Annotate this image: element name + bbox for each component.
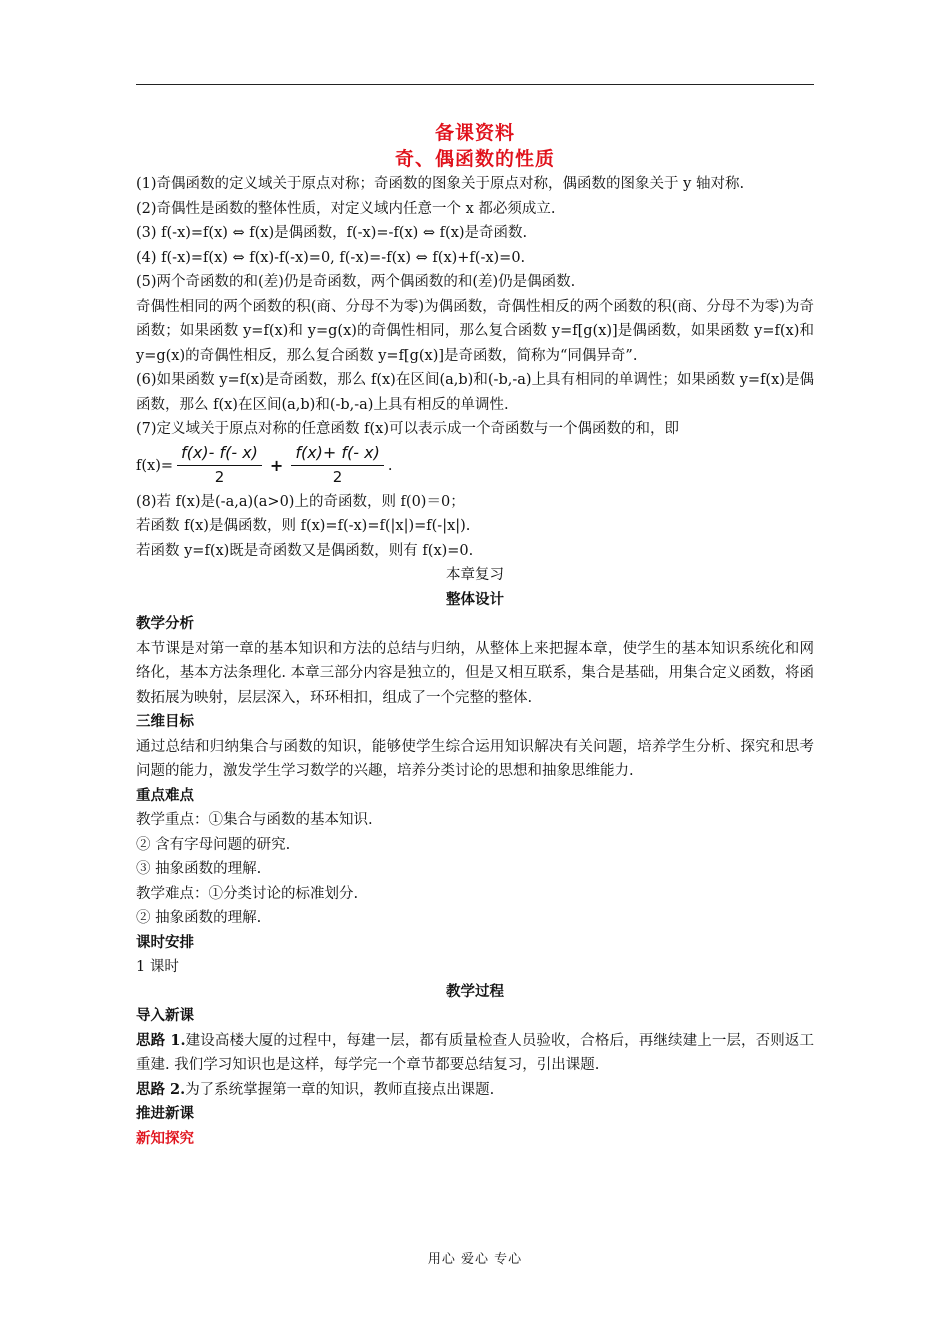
doc-subtitle: 奇、偶函数的性质	[394, 148, 555, 170]
even-part-fraction	[291, 443, 384, 488]
decomposition-formula	[136, 442, 814, 490]
property-6: (6)如果函数 y=f(x)是奇函数，那么 f(x)在区间(a,b)和(-b,-a)上具有相同的单调性；如果函数 y=f(x)是偶函数，那么 f(x)在区间(a,b)和(-b,-a)上具有相反的单调性.	[136, 372, 814, 413]
property-5: (5)两个奇函数的和(差)仍是奇函数，两个偶函数的和(差)仍是偶函数.	[136, 274, 576, 290]
property-4: (4) f(-x)=f(x) ⇔ f(x)-f(-x)=0, f(-x)=-f(x) ⇔ f(x)+f(-x)=0.	[136, 249, 526, 266]
property-8: (8)若 f(x)是(-a,a)(a>0)上的奇函数，则 f(0)＝0；	[136, 493, 465, 510]
idea-1-text: 建设高楼大厦的过程中，每建一层，都有质量检查人员验收，合格后，再继续建上一层，否则返工重建. 我们学习知识也是这样，每学完一个章节都要总结复习，引出课题.	[136, 1032, 815, 1073]
page-footer: 用心 爱心 专心	[427, 1252, 523, 1267]
keys-heading: 重点难点	[136, 786, 194, 804]
process-heading: 教学过程	[446, 982, 504, 1000]
even-part-numerator: f(x)+ f(- x)	[291, 443, 384, 466]
intro-heading: 导入新课	[136, 1007, 194, 1024]
key-point-1: 教学重点：①集合与函数的基本知识.	[136, 812, 373, 828]
advance-heading: 推进新课	[136, 1105, 194, 1122]
key-point-3: ③ 抽象函数的理解.	[136, 861, 262, 877]
property-3: (3) f(-x)=f(x) ⇔ f(x)是偶函数，f(-x)=-f(x) ⇔ f(x)是奇函数.	[136, 225, 528, 241]
idea-2	[136, 1078, 814, 1103]
overall-design-heading: 整体设计	[446, 590, 504, 608]
property-7: (7)定义域关于原点对称的任意函数 f(x)可以表示成一个奇函数与一个偶函数的和，即	[136, 421, 680, 437]
formula-end: .	[387, 457, 393, 474]
schedule-heading: 课时安排	[136, 933, 194, 951]
even-part-denominator: 2	[332, 468, 343, 486]
odd-part-denominator: 2	[214, 468, 225, 486]
goals-text: 通过总结和归纳集合与函数的知识，能够使学生综合运用知识解决有关问题，培养学生分析、探究和思考问题的能力，激发学生学习数学的兴趣，培养分类讨论的思想和抽象思维能力.	[136, 738, 814, 779]
odd-part-numerator: f(x)- f(- x)	[177, 443, 262, 466]
formula-plus: +	[269, 456, 284, 475]
doc-title: 备课资料	[434, 122, 515, 144]
property-5-detail: 奇偶性相同的两个函数的积(商、分母不为零)为偶函数，奇偶性相反的两个函数的积(商、分母不为零)为奇函数；如果函数 y=f(x)和 y=g(x)的奇偶性相同，那么复合函数 y=f[g(x)]是偶函数，如果函数 y=f(x)和 y=g(x)的奇偶性相反，那么复合函数 y=f[g(x)]是奇函数，简称为“同偶异奇”.	[136, 298, 814, 364]
explore-heading: 新知探究	[136, 1129, 194, 1147]
difficulty-1: 教学难点：①分类讨论的标准划分.	[136, 885, 359, 902]
formula-lhs: f(x)=	[136, 457, 174, 474]
idea-1-label: 思路 1.	[136, 1031, 186, 1049]
difficulty-2: ② 抽象函数的理解.	[136, 910, 262, 926]
analysis-text: 本节课是对第一章的基本知识和方法的总结与归纳，从整体上来把握本章，使学生的基本知识系统化和网络化，基本方法条理化. 本章三部分内容是独立的，但是又相互联系，集合是基础，用集合定义函数，将函数拓展为映射，层层深入，环环相扣，组成了一个完整的整体.	[136, 640, 814, 706]
idea-2-text: 为了系统掌握第一章的知识，教师直接点出课题.	[185, 1081, 495, 1098]
document-body	[136, 120, 814, 1151]
chapter-review-heading: 本章复习	[446, 567, 504, 583]
idea-2-label: 思路 2.	[136, 1080, 186, 1098]
idea-1	[136, 1029, 814, 1078]
header-rule	[136, 84, 814, 85]
property-1: (1)奇偶函数的定义域关于原点对称；奇函数的图象关于原点对称，偶函数的图象关于 y 轴对称.	[136, 176, 745, 192]
property-2: (2)奇偶性是函数的整体性质，对定义域内任意一个 x 都必须成立.	[136, 200, 556, 217]
goals-heading: 三维目标	[136, 713, 194, 730]
analysis-heading: 教学分析	[136, 615, 194, 632]
key-point-2: ② 含有字母问题的研究.	[136, 836, 291, 853]
property-8-even: 若函数 f(x)是偶函数，则 f(x)=f(-x)=f(|x|)=f(-|x|).	[136, 518, 471, 534]
property-8-both: 若函数 y=f(x)既是奇函数又是偶函数，则有 f(x)=0.	[136, 542, 474, 559]
odd-part-fraction	[177, 443, 262, 488]
schedule-text: 1 课时	[136, 959, 179, 975]
